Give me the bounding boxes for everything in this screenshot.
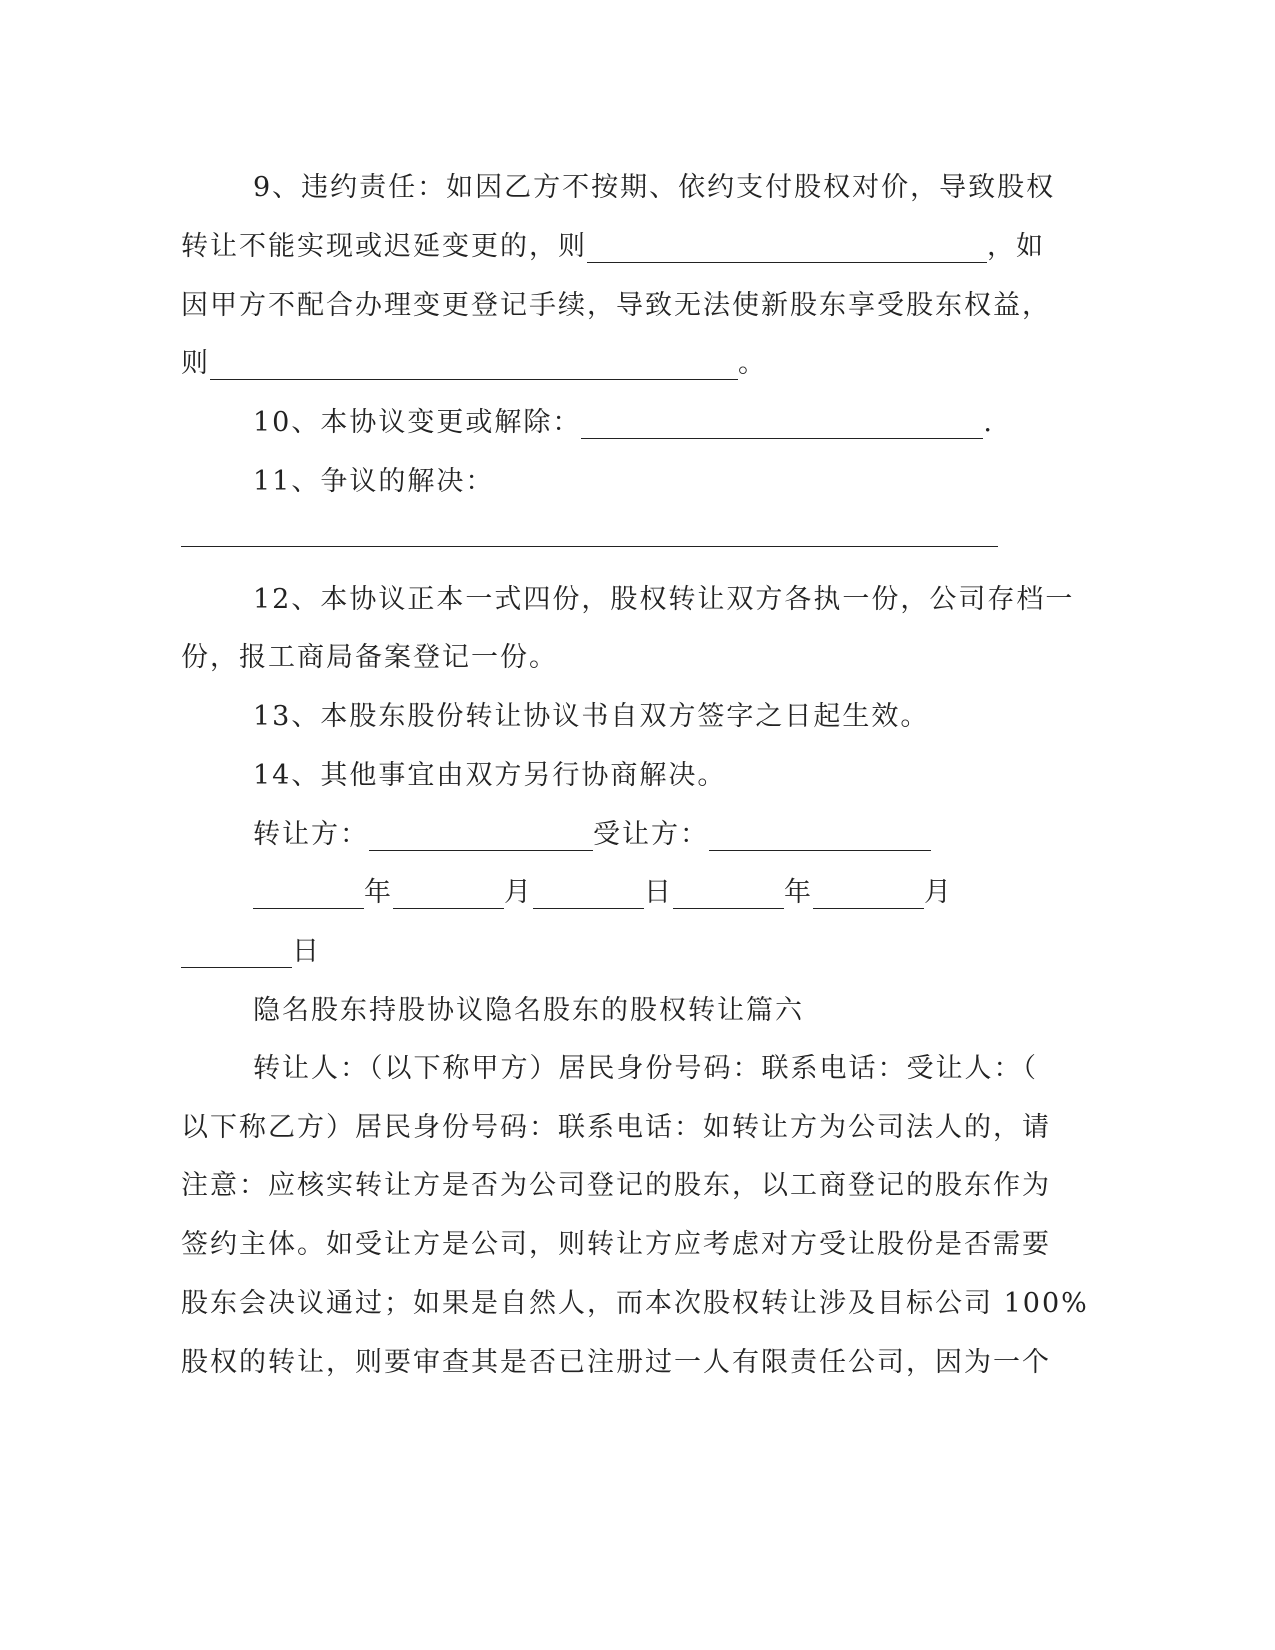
clause-9-text-2: 则: [181, 348, 210, 379]
date-line: [253, 870, 1043, 909]
transferee-label: 受让方：: [593, 819, 709, 850]
transferor-label: 转让方：: [253, 819, 369, 850]
day-label-1: 日: [644, 877, 673, 908]
clause-12-line-1: 12、本协议正本一式四份，股权转让双方各执一份，公司存档一: [253, 584, 1075, 615]
month-label-2: 月: [924, 877, 953, 908]
transferor-month-blank[interactable]: [393, 878, 504, 909]
clause-9-end: 。: [738, 348, 767, 379]
day-label-2: 日: [292, 936, 321, 967]
clause-9-line-2: [181, 224, 1045, 263]
body-line-2: 以下称乙方）居民身份号码：联系电话：如转让方为公司法人的，请: [181, 1112, 1051, 1143]
transferee-month-blank[interactable]: [813, 878, 924, 909]
body-line-1: 转让人：（以下称甲方）居民身份号码：联系电话：受让人：（: [253, 1053, 1038, 1084]
clause-11: 11、争议的解决：: [253, 466, 495, 497]
breach-blank-2[interactable]: [210, 349, 738, 380]
transferee-signature-blank[interactable]: [709, 820, 931, 851]
transferor-day-blank[interactable]: [533, 878, 644, 909]
transferor-year-blank[interactable]: [253, 878, 364, 909]
clause-10: [253, 400, 1043, 439]
section-title: 隐名股东持股协议隐名股东的股权转让篇六: [253, 995, 804, 1026]
body-line-6: 股权的转让，则要审查其是否已注册过一人有限责任公司，因为一个: [181, 1347, 1051, 1378]
signature-line: [253, 812, 1043, 851]
clause-9-suffix: ，如: [987, 231, 1045, 262]
amendment-blank[interactable]: [581, 408, 983, 439]
clause-12-line-2: 份，报工商局备案登记一份。: [181, 642, 558, 673]
clause-10-end: .: [983, 407, 994, 438]
transferor-signature-blank[interactable]: [369, 820, 593, 851]
year-label-2: 年: [784, 877, 813, 908]
clause-14: 14、其他事宜由双方另行协商解决。: [253, 760, 727, 791]
clause-9-line-3: 因甲方不配合办理变更登记手续，导致无法使新股东享受股东权益，: [181, 290, 1051, 321]
clause-9-text: 转让不能实现或迟延变更的，则: [181, 231, 587, 262]
transferee-day-blank[interactable]: [181, 937, 292, 968]
dispute-resolution-blank[interactable]: [181, 546, 998, 547]
clause-13: 13、本股东股份转让协议书自双方签字之日起生效。: [253, 701, 930, 732]
clause-9-line-4: [181, 341, 1041, 380]
clause-9-line-1: 9、违约责任：如因乙方不按期、依约支付股权对价，导致股权: [253, 172, 1056, 203]
breach-blank-1[interactable]: [587, 232, 987, 263]
clause-10-text: 10、本协议变更或解除：: [253, 407, 582, 438]
month-label-1: 月: [504, 877, 533, 908]
body-line-4: 签约主体。如受让方是公司，则转让方应考虑对方受让股份是否需要: [181, 1229, 1051, 1260]
body-line-3: 注意：应核实转让方是否为公司登记的股东，以工商登记的股东作为: [181, 1170, 1051, 1201]
date-line-2: [181, 929, 1041, 968]
transferee-year-blank[interactable]: [673, 878, 784, 909]
body-line-5: 股东会决议通过；如果是自然人，而本次股权转让涉及目标公司 100%: [181, 1288, 1089, 1319]
year-label-1: 年: [364, 877, 393, 908]
